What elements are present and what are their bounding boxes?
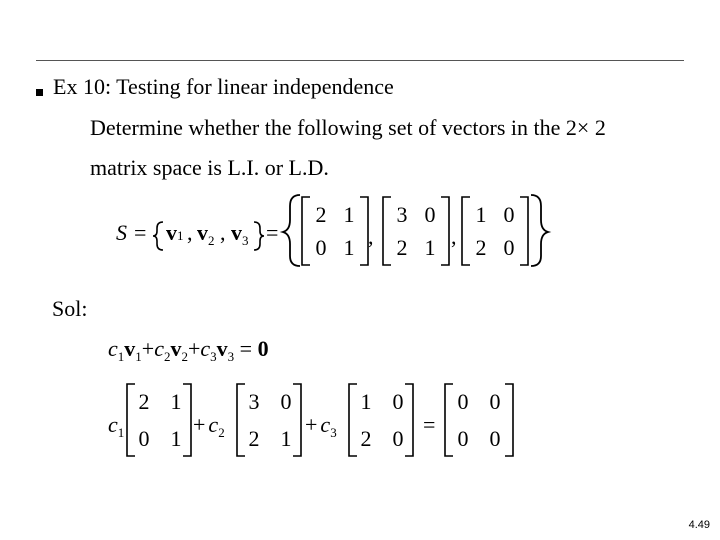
combo-matrix-1 — [127, 384, 191, 456]
matrix-entry: 2 — [248, 426, 260, 451]
matrix-entry: 2 — [360, 426, 372, 451]
equals-sign: = — [266, 220, 279, 245]
matrix-entry: 2 — [396, 235, 408, 260]
large-curly-brace-open — [283, 195, 300, 266]
curly-brace-close — [254, 222, 264, 250]
matrix-combination-equation — [108, 384, 513, 456]
plus-c3: + $c_3$ — [305, 412, 337, 440]
matrix-entry: 2 — [315, 202, 327, 227]
matrix-entry: 0 — [457, 389, 469, 414]
coefficient-c1: $c_1$ — [108, 412, 125, 440]
curly-brace-open — [153, 222, 163, 250]
combo-matrix-2 — [237, 384, 301, 456]
zero-vector: 0 — [257, 336, 269, 361]
comma: , — [368, 224, 374, 249]
right-bracket — [360, 197, 368, 265]
set-definition-equation — [116, 195, 548, 266]
right-bracket — [505, 384, 513, 456]
combo-matrix-3 — [349, 384, 413, 456]
right-bracket — [405, 384, 413, 456]
matrix-entry: 0 — [280, 389, 292, 414]
matrix-entry: 1 — [360, 389, 372, 414]
matrix-entry: 1 — [343, 235, 355, 260]
matrix-entry: 1 — [280, 426, 292, 451]
comma: , — [220, 220, 226, 245]
right-bracket — [183, 384, 191, 456]
matrix-entry: 0 — [457, 426, 469, 451]
plus-c2: + $c_2$ — [193, 412, 225, 440]
matrix-entry: 0 — [424, 202, 436, 227]
set-matrices — [302, 197, 528, 265]
left-bracket — [302, 197, 310, 265]
solution-label: Sol: — [52, 296, 88, 321]
matrix-entry: 0 — [138, 426, 150, 451]
right-bracket — [520, 197, 528, 265]
right-bracket — [293, 384, 301, 456]
matrix-entry: 0 — [489, 426, 501, 451]
problem-statement-line-2: matrix space is L.I. or L.D. — [90, 155, 329, 180]
linear-combination-equation — [108, 336, 269, 364]
matrix-entry: 0 — [392, 389, 404, 414]
problem-statement-line-1: Determine whether the following set of vectors in the 2× 2 — [90, 115, 606, 140]
large-curly-brace-close — [531, 195, 548, 266]
vector-v1: v1 — [166, 220, 184, 245]
matrix-entry: 0 — [392, 426, 404, 451]
slide-title: Ex 10: Testing for linear independence — [53, 74, 394, 99]
left-bracket — [445, 384, 453, 456]
vector-v2: $v_2$ — [197, 220, 215, 248]
linear-combination-text: $c_1v_1+c_2v_2+c_3v_3 = 0$ — [108, 336, 269, 364]
left-bracket — [127, 384, 135, 456]
comma: , — [451, 224, 457, 249]
matrix-entry: 0 — [489, 389, 501, 414]
matrix-entry: 1 — [170, 389, 182, 414]
matrix-entry: 0 — [503, 235, 515, 260]
page-number: 4.49 — [688, 519, 710, 531]
set-matrix-3 — [462, 197, 528, 265]
set-symbol: S — [116, 220, 127, 245]
matrix-entry: 2 — [475, 235, 487, 260]
zero-matrix — [445, 384, 513, 456]
left-bracket — [349, 384, 357, 456]
left-bracket — [383, 197, 391, 265]
matrix-entry: 1 — [475, 202, 487, 227]
equals-sign: = — [134, 220, 147, 245]
matrix-entry: 1 — [170, 426, 182, 451]
matrix-entry: 0 — [503, 202, 515, 227]
right-bracket — [441, 197, 449, 265]
comma: , — [187, 220, 193, 245]
matrix-entry: 1 — [343, 202, 355, 227]
set-matrix-2 — [383, 197, 449, 265]
matrix-entry: 2 — [138, 389, 150, 414]
left-bracket — [462, 197, 470, 265]
set-matrix-1 — [302, 197, 368, 265]
vector-v3: $v_3$ — [231, 220, 249, 248]
matrix-entry: 3 — [248, 389, 260, 414]
left-bracket — [237, 384, 245, 456]
equals-sign: = — [423, 412, 436, 437]
matrix-entry: 1 — [424, 235, 436, 260]
matrix-entry: 0 — [315, 235, 327, 260]
matrix-entry: 3 — [396, 202, 408, 227]
